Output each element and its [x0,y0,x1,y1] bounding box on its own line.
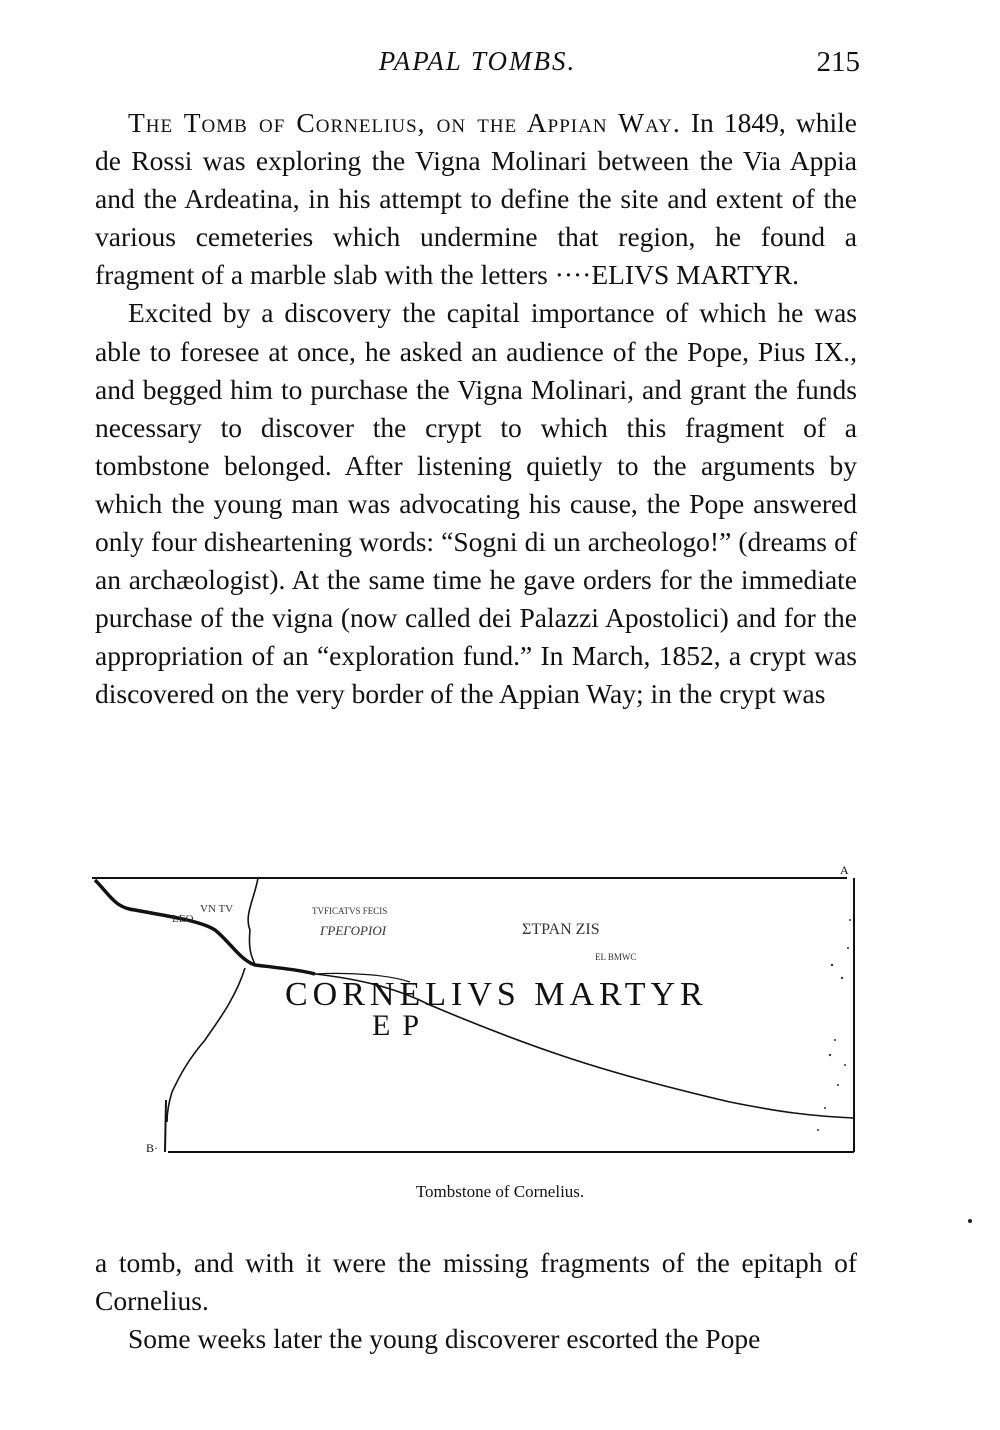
inscription-line-2: EP [372,1009,432,1042]
faint-scratch-3: TVFICATVS FECIS [312,906,388,916]
running-head [95,46,860,86]
faint-scratch-1: LEO [172,913,194,925]
running-title: PAPAL TOMBS. [378,46,577,76]
tombstone-drawing [90,860,860,1160]
faint-scratch-4: ΓΡΕΓΟΡΙΟΙ [320,923,387,938]
main-text-bottom [95,1244,857,1358]
section-heading: The Tomb of Cornelius, on the Appian Way. [128,107,681,138]
paragraph-2: Excited by a discovery the capital importance of which he was able to foresee at once, he asked an audience of the Pope, Pius IX., and begged him to purchase the Vigna Molinari, and grant the funds necessary to discover the crypt to which this fragment of a tombstone belonged. After listening quietly to the arguments by which the young man was advocating his cause, the Pope answered only four disheartening words: “Sogni di un archeologo!” (dreams of an archæologist). At the same time he gave orders for the immediate purchase of the vigna (now called dei Palazzi Apostolici) and for the appropriation of an “exploration fund.” In March, 1852, a crypt was discovered on the very border of the Appian Way; in the crypt was [95,297,857,710]
corner-label-a: A [840,863,849,877]
paragraph-1-text: In 1849, while de Rossi was exploring the Vigna Molinari between the Via Appia and the Ardeatina, in his attempt to define the site and extent of the various cemeteries which undermine that region, he found a fragment of a marble slab with the letters ····ELIVS MARTYR. [95,107,857,291]
faint-scratch-5: ΣTPAN ZIS [522,921,600,938]
inscription-line-1: CORNELIVS MARTYR [285,976,708,1013]
paragraph-4: Some weeks later the young discoverer escorted the Pope [128,1323,761,1355]
stray-ink-dot [968,1219,972,1223]
tombstone-figure [90,860,860,1160]
corner-label-b: B· [146,1141,158,1155]
faint-scratch-2: VN TV [200,903,234,915]
paragraph-1 [95,104,857,294]
page-number: 215 [816,46,860,78]
figure-caption: Tombstone of Cornelius. [415,1182,585,1201]
faint-scratch-6: EL BMWC [595,952,637,962]
paragraph-3: a tomb, and with it were the missing fragments of the epitaph of Cornelius. [95,1247,857,1317]
main-text-top [95,104,857,714]
edge-stipple [817,919,851,1131]
